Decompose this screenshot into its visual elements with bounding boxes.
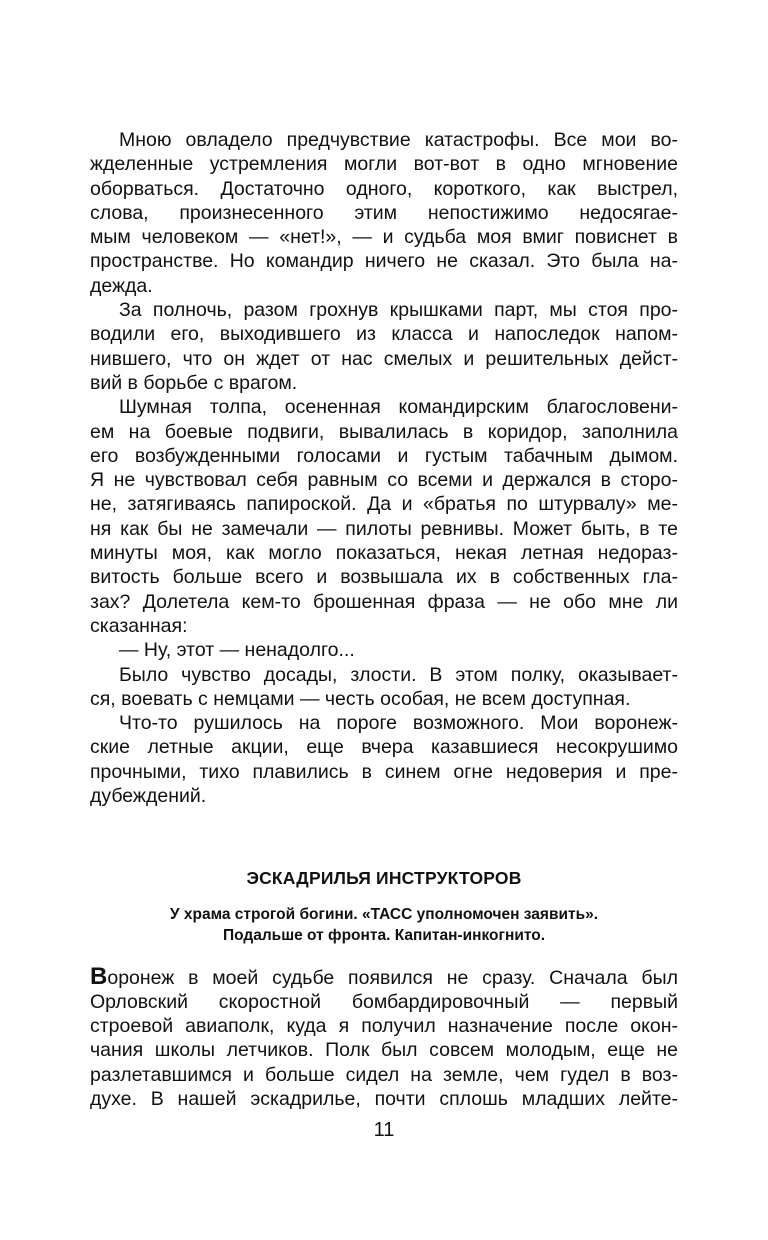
dialogue-line: — Ну, этот — ненадолго... — [119, 639, 355, 662]
paragraph — [90, 711, 678, 808]
paragraph — [90, 395, 678, 638]
paragraph — [90, 638, 678, 662]
chapter-title: ЭСКАДРИЛЬЯ ИНСТРУКТОРОВ — [246, 868, 522, 889]
text-line: мым человеком — «нет!», — и судьба моя вмиг повиснет в — [90, 226, 678, 249]
text-line: зах? Долетела кем-то брошенная фраза — не обо мне ли — [90, 590, 678, 613]
text-line: вий в борьбе с врагом. — [90, 371, 298, 394]
text-line: нившего, что он ждет от нас смелых и решительных дейст- — [90, 347, 678, 370]
text-line: Я не чувствовал себя равным со всеми и держался в сторо- — [90, 469, 678, 492]
text-line: Было чувство досады, злости. В этом полку, оказывает- — [119, 663, 678, 686]
book-page-text — [90, 128, 678, 1111]
text-fragment: оронеж в моей судьбе появился не сразу. Сначала был — [107, 967, 678, 990]
paragraph — [90, 965, 678, 1111]
text-line: витость больше всего и возвышала их в собственных гла- — [90, 566, 678, 589]
text-line: Орловский скоростной бомбардировочный — первый — [90, 990, 678, 1013]
text-line: Что-то рушилось на пороге возможного. Мои воронеж- — [119, 712, 678, 735]
text-line: разлетавшимся и больше сидел на земле, чем гудел в воз- — [90, 1063, 678, 1086]
text-line: ем на боевые подвиги, вывалилась в коридор, заполнила — [90, 420, 678, 443]
text-line: минуты моя, как могло показаться, некая летная недораз- — [90, 542, 678, 565]
text-line: не, затягиваясь папироской. Да и «братья по штурвалу» ме- — [90, 493, 678, 516]
text-line: дежда. — [90, 274, 153, 297]
text-line: прочными, тихо плавились в синем огне недоверия и пре- — [90, 760, 678, 783]
text-line: жделенные устремления могли вот-вот в одно мгновение — [90, 153, 678, 176]
paragraph — [90, 128, 678, 298]
text-line: За полночь, разом грохнув крышками парт, мы стоя про- — [119, 299, 678, 322]
text-line: духе. В нашей эскадрилье, почти сплошь младших лейте- — [90, 1087, 678, 1110]
text-line: водили его, выходившего из класса и напоследок напом- — [90, 323, 678, 346]
text-line: его возбужденными голосами и густым табачным дымом. — [90, 444, 678, 467]
text-line: слова, произнесенного этим непостижимо недосягае- — [90, 201, 678, 224]
text-line: оборваться. Достаточно одного, короткого, как выстрел, — [90, 177, 678, 200]
text-line: сказанная: — [90, 614, 188, 637]
text-line: пространстве. Но командир ничего не сказал. Это была на- — [90, 250, 678, 273]
text-line: Шумная толпа, осененная командирским благословени- — [119, 396, 678, 419]
text-line: Мною овладело предчувствие катастрофы. Все мои во- — [119, 129, 678, 151]
page-number: 11 — [373, 1119, 395, 1141]
text-line: ся, воевать с немцами — честь особая, не всем доступная. — [90, 687, 631, 710]
drop-cap: В — [90, 963, 108, 991]
paragraph — [90, 663, 678, 712]
paragraph — [90, 298, 678, 395]
text-line: чания школы летчиков. Полк был совсем молодым, еще не — [90, 1039, 678, 1062]
chapter-subtitle: Подальше от фронта. Капитан-инкогнито. — [222, 927, 546, 945]
text-line: строевой авиаполк, куда я получил назначение после окон- — [90, 1014, 678, 1037]
text-line: ня как бы не замечали — пилоты ревнивы. Может быть, в те — [90, 517, 678, 540]
chapter-subtitle: У храма строгой богини. «ТАСС уполномочен заявить». — [169, 906, 599, 924]
text-line: дубеждений. — [90, 785, 207, 808]
text-line: ские летные акции, еще вчера казавшиеся несокрушимо — [90, 736, 678, 759]
text-line — [90, 965, 678, 989]
